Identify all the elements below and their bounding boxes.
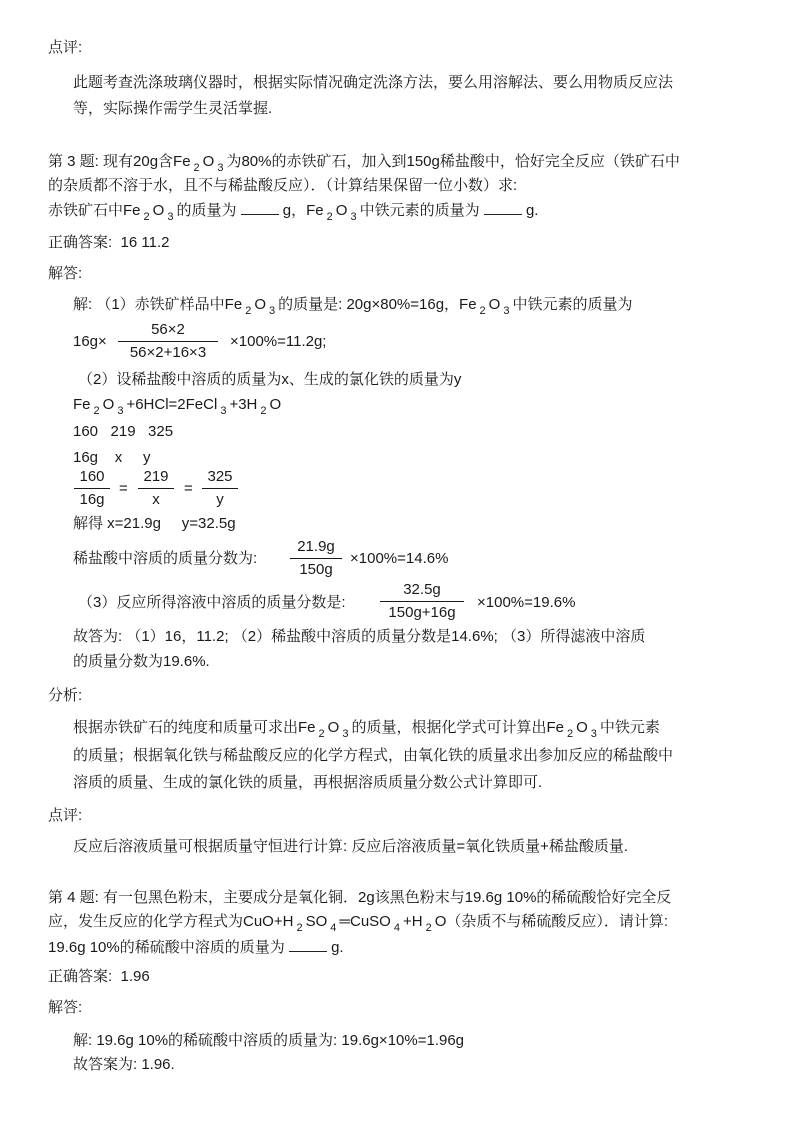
fraction: 56×2 56×2+16×3	[118, 320, 218, 363]
solution-label-4: 解答:	[48, 999, 83, 1016]
solution-line: （2）设稀盐酸中溶质的质量为x、生成的氯化铁的质量为y	[78, 371, 462, 388]
conclusion-line: 的质量分数为19.6%.	[73, 653, 210, 670]
review-label: 点评:	[48, 807, 83, 824]
answer-blank[interactable]	[241, 200, 279, 215]
solution-result: 解得 x=21.9g y=32.5g	[73, 515, 236, 532]
analysis-line: 溶质的质量、生成的氯化铁的质量，再根据溶质质量分数公式计算即可.	[73, 774, 543, 791]
review-text-line: 此题考查洗涤玻璃仪器时，根据实际情况确定洗涤方法，要么用溶解法、要么用物质反应法	[73, 74, 674, 91]
fraction: 325 y	[202, 467, 238, 510]
analysis-line: 的质量；根据氧化铁与稀盐酸反应的化学方程式，由氧化铁的质量求出参加反应的稀盐酸中	[73, 747, 674, 764]
correct-answer-4: 正确答案: 1.96	[48, 968, 150, 985]
formula-suffix: ×100%=14.6%	[350, 550, 449, 567]
known-values: 16g x y	[73, 449, 151, 466]
solution-label-3: 解答:	[48, 265, 83, 282]
chemical-equation: Fe $_2$ O $_3$ +6HCl=2FeCl $_3$ +3H $_2$ O	[73, 396, 282, 417]
formula-prefix: 16g×	[73, 333, 107, 350]
fraction: 160 16g	[74, 467, 110, 510]
solution-line: 解: （1）赤铁矿样品中Fe $_2$ O $_3$ 的质量是: 20g×80%=16g，Fe $_2$ O $_3$ 中铁元素的质量为	[73, 296, 633, 317]
solution-line: 故答案为: 1.96.	[73, 1056, 175, 1073]
fraction: 21.9g 150g	[290, 537, 342, 580]
answer-blank[interactable]	[289, 937, 327, 952]
conclusion-line: 故答为: （1）16，11.2; （2）稀盐酸中溶质的质量分数是14.6%; （3）所得滤液中溶质	[73, 628, 646, 645]
molar-masses: 160 219 325	[73, 423, 174, 440]
question-4-text: 19.6g 10%的稀硫酸中溶质的质量为 g.	[48, 939, 344, 956]
formula-suffix: ×100%=11.2g;	[230, 333, 327, 350]
question-4-text: 第 4 题: 有一包黑色粉末，主要成分是氧化铜．2g该黑色粉末与19.6g 10%的稀硫酸恰好完全反	[48, 889, 672, 906]
analysis-line: 根据赤铁矿石的纯度和质量可求出Fe $_2$ O $_3$ 的质量，根据化学式可计算出Fe $_2$ O $_3$ 中铁元素	[73, 719, 660, 740]
review-text-line: 反应后溶液质量可根据质量守恒进行计算: 反应后溶液质量=氧化铁质量+稀盐酸质量.	[73, 838, 629, 855]
question-3-text: 的杂质都不溶于水，且不与稀盐酸反应）．（计算结果保留一位小数）求:	[48, 177, 518, 194]
fraction: 32.5g 150g+16g	[380, 580, 464, 623]
analysis-label: 分析:	[48, 687, 83, 704]
correct-answer-3: 正确答案: 16 11.2	[48, 234, 170, 251]
question-3-text: 第 3 题: 现有20g含Fe $_2$ O $_3$ 为80%的赤铁矿石，加入到150g稀盐酸中，恰好完全反应（铁矿石中	[48, 153, 680, 174]
answer-blank[interactable]	[484, 200, 522, 215]
solution-line: 解: 19.6g 10%的稀硫酸中溶质的质量为: 19.6g×10%=1.96g	[73, 1032, 465, 1049]
solution-line: 稀盐酸中溶质的质量分数为:	[73, 550, 258, 567]
review-label-1: 点评:	[48, 39, 83, 56]
question-4-text: 应，发生反应的化学方程式为CuO+H $_2$ SO $_4$ ═CuSO $_4$ +H $_2$ O（杂质不与稀硫酸反应）．请计算:	[48, 913, 669, 934]
formula-suffix: ×100%=19.6%	[477, 594, 576, 611]
equals-sign: =	[119, 480, 128, 497]
review-text-line: 等，实际操作需学生灵活掌握.	[73, 100, 273, 117]
question-3-text: 赤铁矿石中Fe $_2$ O $_3$ 的质量为 g，Fe $_2$ O $_3$ 中铁元素的质量为 g.	[48, 202, 539, 223]
fraction: 219 x	[138, 467, 174, 510]
equals-sign: =	[184, 480, 193, 497]
solution-line: （3）反应所得溶液中溶质的质量分数是:	[78, 594, 346, 611]
